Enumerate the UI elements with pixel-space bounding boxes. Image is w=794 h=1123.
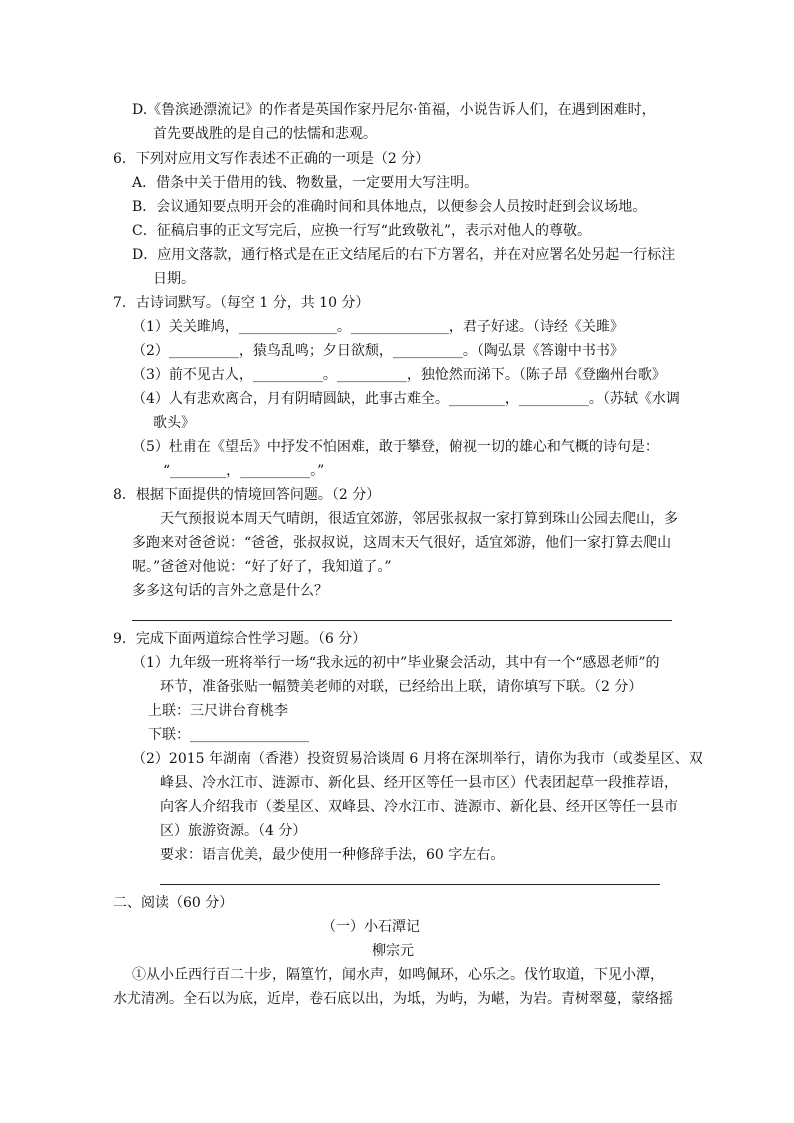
q9-upper-couplet: 上联：三尺讲台育桃李 — [148, 703, 288, 719]
q8-passage-line-2: 多跑来对爸爸说：“爸爸，张叔叔说，这周末天气很好，适宜郊游，他们一家打算去爬山 — [132, 535, 672, 551]
passage-author: 柳宗元 — [372, 943, 414, 959]
passage-title: （一）小石潭记 — [322, 919, 420, 935]
q7-item-2: （2）__________，猿鸟乱鸣；夕日欲颓，__________。（陶弘景《答谢中书书》 — [132, 343, 624, 359]
q7-item-3: （3）前不见古人，__________。__________，独怆然而涕下。（陈子昂《登幽州台歌》 — [132, 367, 666, 383]
q7-item-5: （5）杜甫在《望岳》中抒发不怕困难，敢于攀登，俯视一切的雄心和气概的诗句是： — [132, 439, 659, 455]
option-d-line-1: D.《鲁滨逊漂流记》的作者是英国作家丹尼尔·笛福，小说告诉人们，在遇到困难时， — [132, 102, 656, 118]
q7-item-1: （1）关关雎鸠，______________。______________，君子好逑。（诗经《关雎》 — [132, 319, 624, 335]
q6-option-b: B．会议通知要点明开会的准确时间和具体地点，以便参会人员按时赶到会议场地。 — [132, 199, 647, 215]
q8-prompt: 多多这句话的言外之意是什么？ — [132, 583, 328, 599]
q9-part-2-line-3: 向客人介绍我市（娄星区、双峰县、冷水江市、涟源市、新化县、经开区等任一县市 — [160, 799, 678, 815]
q9-part-2-line-1: （2）2015 年湖南（香港）投资贸易洽谈周 6 月将在深圳举行，请你为我市（或娄星区、双 — [132, 751, 703, 767]
q9-requirement: 要求：语言优美，最少使用一种修辞手法，60 字左右。 — [160, 847, 505, 863]
section-reading-heading: 二、阅读（60 分） — [113, 895, 234, 911]
q6-option-d-line-2: 日期。 — [153, 271, 195, 287]
q6-option-a: A．借条中关于借用的钱、物数量，一定要用大写注明。 — [132, 175, 479, 191]
passage-line-2: 水尤清冽。全石以为底，近岸，卷石底以出，为坻，为屿，为嵁，为岩。青树翠蔓，蒙络摇 — [113, 991, 673, 1007]
option-d-line-2: 首先要战胜的是自己的怯懦和悲观。 — [153, 126, 377, 142]
q8-passage-line-1: 天气预报说本周天气晴朗，很适宜郊游，邻居张叔叔一家打算到珠山公园去爬山，多 — [160, 511, 678, 527]
q7-item-4-line-2: 歌头》 — [153, 415, 195, 431]
q9-answer-line — [160, 884, 660, 885]
q9-lower-couplet: 下联：_________________ — [148, 727, 309, 743]
q9-part-2-line-2: 峰县、冷水江市、涟源市、新化县、经开区等任一县市区）代表团起草一段推荐语， — [160, 775, 678, 791]
passage-line-1: ①从小丘西行百二十步，隔篁竹，闻水声，如鸣佩环，心乐之。伐竹取道，下见小潭， — [132, 967, 664, 983]
question-7: 7．古诗词默写。（每空 1 分，共 10 分） — [113, 295, 370, 311]
q8-passage-line-3: 呢。”爸爸对他说：“好了好了，我知道了。” — [132, 559, 392, 575]
question-9: 9．完成下面两道综合性学习题。（6 分） — [113, 631, 367, 647]
question-6: 6．下列对应用文写作表述不正确的一项是（2 分） — [113, 151, 430, 167]
q6-option-c: C．征稿启事的正文写完后，应换一行写“此致敬礼”，表示对他人的尊敬。 — [132, 223, 592, 239]
q8-answer-line — [132, 620, 672, 621]
q9-part-2-line-4: 区）旅游资源。（4 分） — [160, 823, 307, 839]
q7-item-4-line-1: （4）人有悲欢离合，月有阴晴圆缺，此事古难全。________，__________。（苏轼《水调 — [132, 391, 680, 407]
q6-option-d-line-1: D．应用文落款，通行格式是在正文结尾后的右下方署名，并在对应署名处另起一行标注 — [132, 247, 676, 263]
q9-part-1-line-2: 环节，准备张贴一幅赞美老师的对联，已经给出上联，请你填写下联。（2 分） — [160, 679, 643, 695]
q7-item-5-blank: “________，__________。” — [163, 463, 325, 479]
question-8: 8．根据下面提供的情境回答问题。（2 分） — [113, 487, 381, 503]
q9-part-1-line-1: （1）九年级一班将举行一场“我永远的初中”毕业聚会活动，其中有一个“感恩老师”的 — [132, 655, 660, 671]
